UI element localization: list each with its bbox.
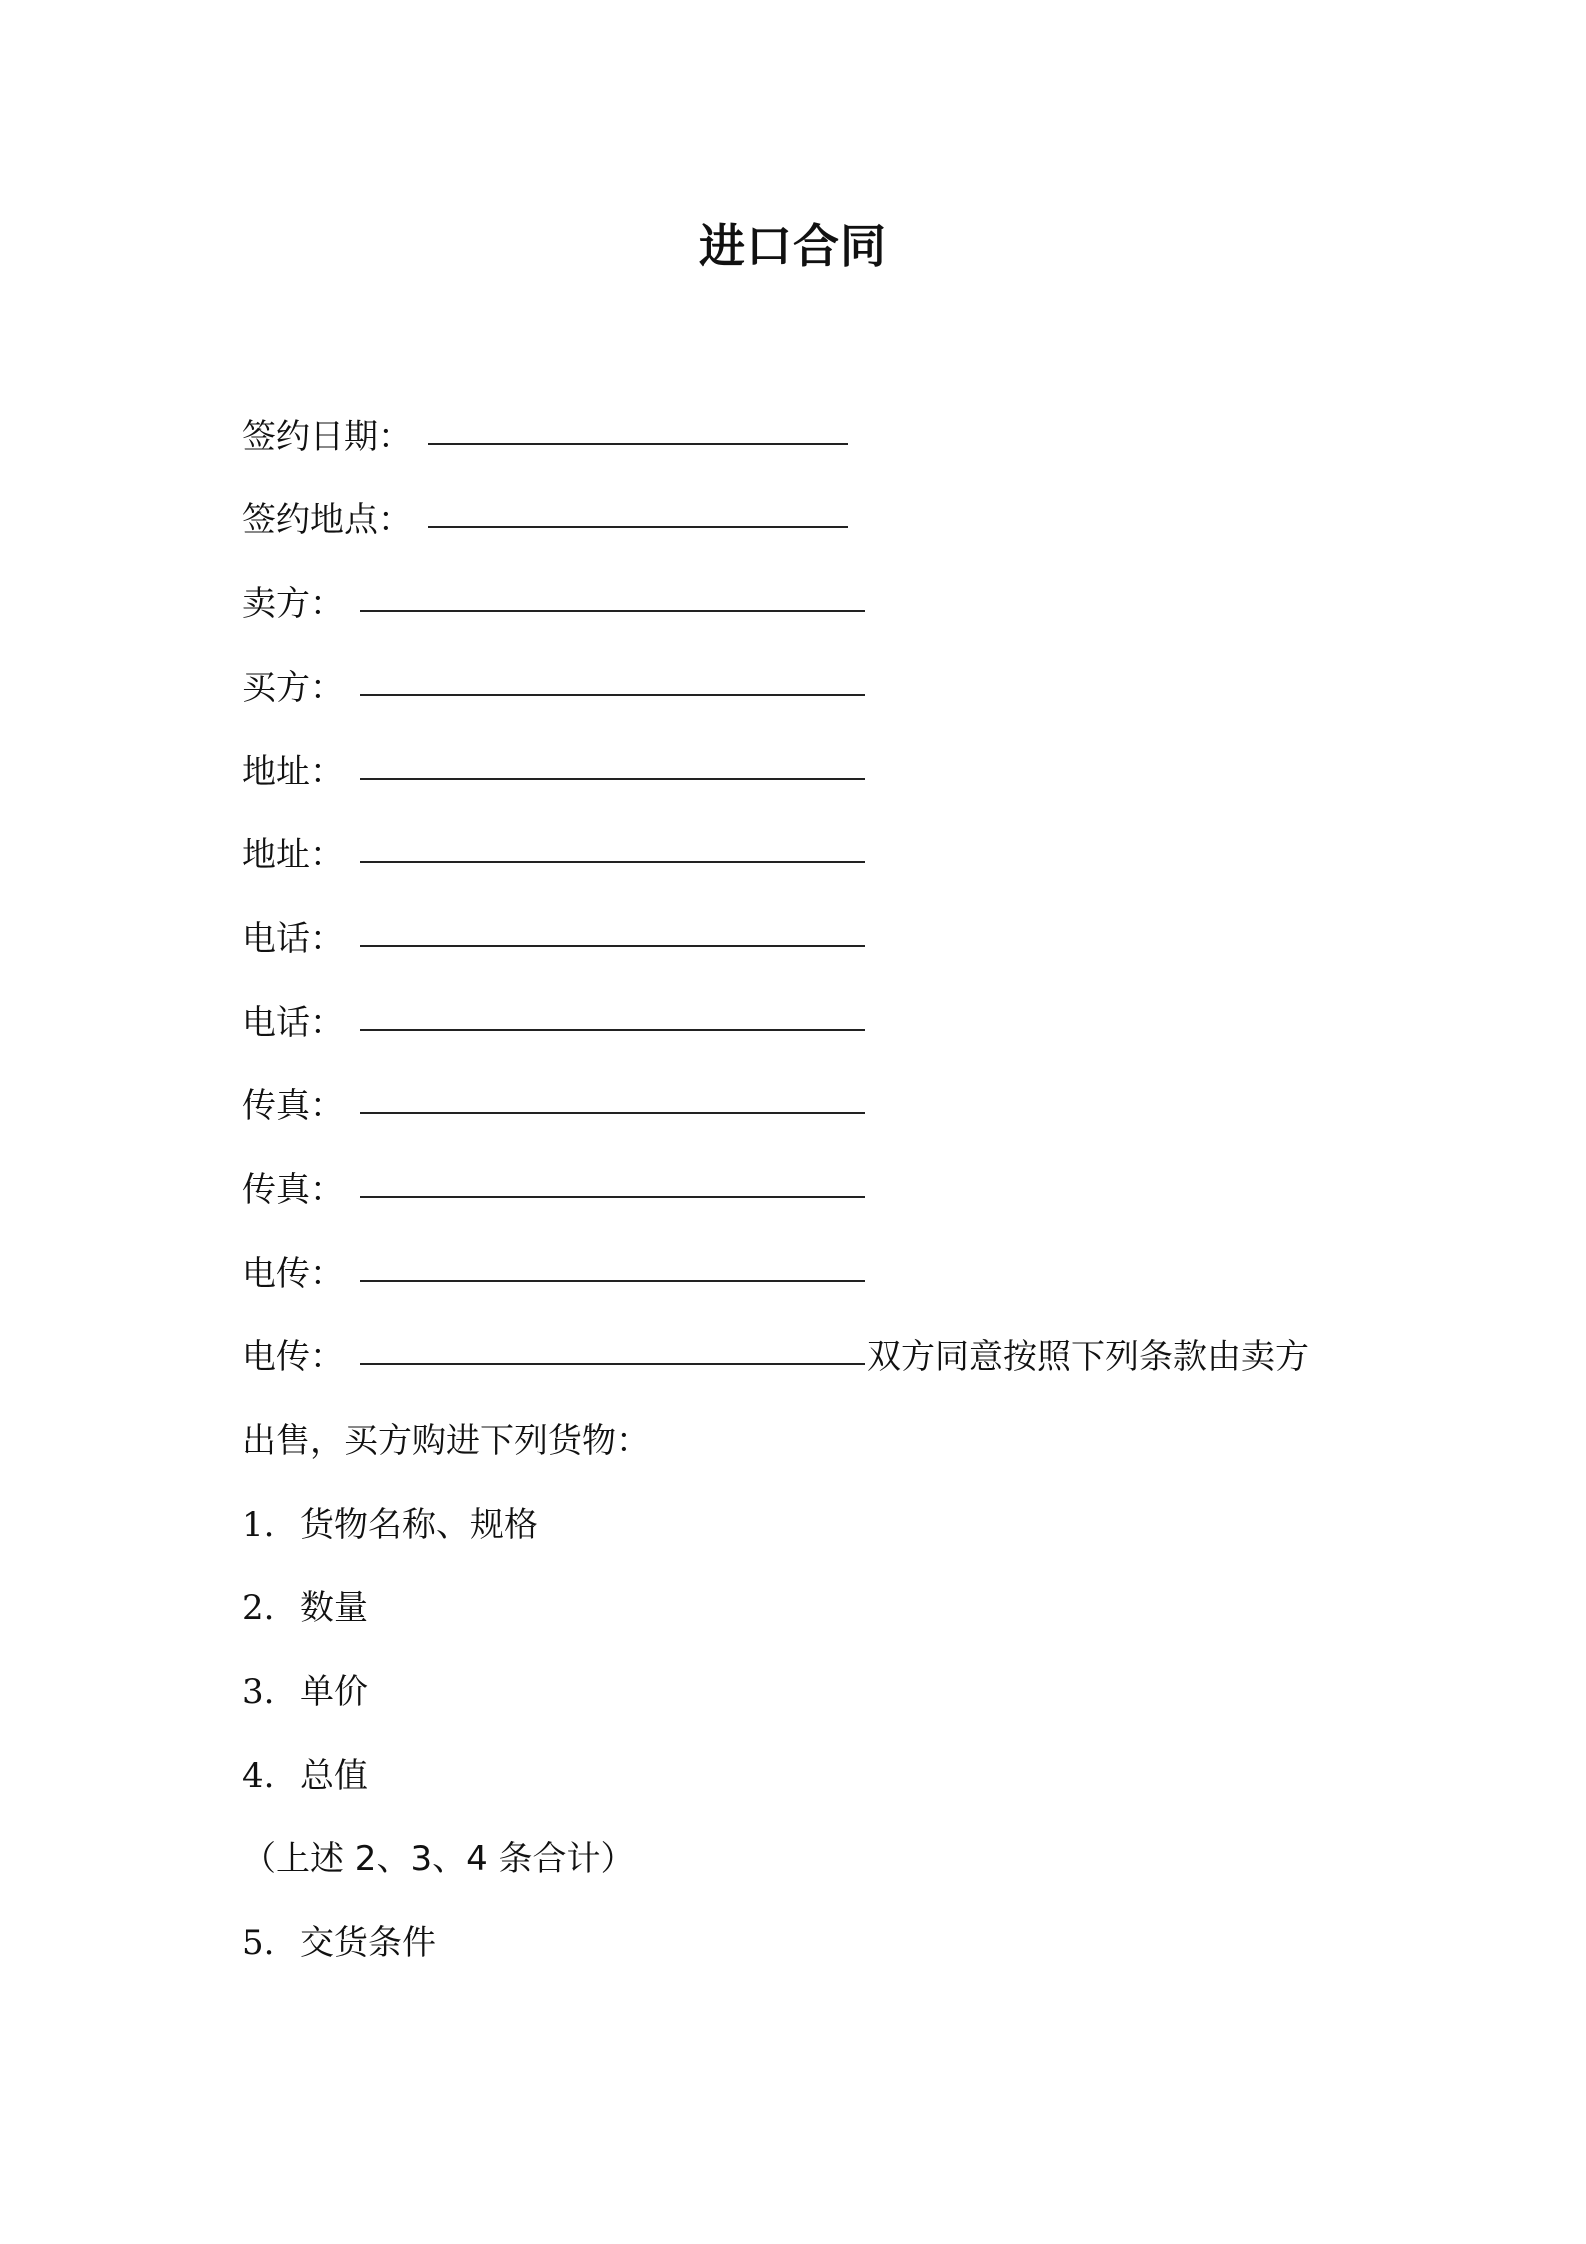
fill-blank	[360, 1363, 865, 1365]
clause-text: 货物名称、规格	[300, 1505, 538, 1545]
field-seller-telex	[242, 1246, 865, 1302]
intro-text: 双方同意按照下列条款由卖方	[867, 1337, 1309, 1377]
field-seller	[242, 576, 865, 632]
field-label: 电传：	[242, 1337, 344, 1377]
field-buyer-address	[242, 827, 865, 883]
fill-blank	[360, 694, 865, 696]
field-label: 传真：	[242, 1170, 344, 1210]
fill-blank	[360, 1196, 865, 1198]
field-buyer-fax	[242, 1162, 865, 1218]
clause-item	[242, 1580, 368, 1636]
clause-item	[242, 1748, 368, 1804]
field-buyer-phone	[242, 995, 865, 1051]
field-label: 电话：	[242, 1003, 344, 1043]
field-label: 签约地点：	[242, 500, 412, 540]
clause-number: 1.	[242, 1505, 275, 1545]
field-buyer-telex	[242, 1329, 1309, 1385]
field-buyer	[242, 660, 865, 716]
fill-blank	[360, 778, 865, 780]
clause-item	[242, 1664, 368, 1720]
field-seller-phone	[242, 911, 865, 967]
clause-item	[242, 1497, 538, 1553]
field-label: 卖方：	[242, 584, 344, 624]
fill-blank	[360, 1280, 865, 1282]
note-text: （上述 2、3、4 条合计）	[242, 1839, 635, 1879]
field-label: 电话：	[242, 919, 344, 959]
clause-text: 交货条件	[300, 1923, 436, 1963]
field-label: 地址：	[242, 835, 344, 875]
clause-note	[242, 1831, 635, 1887]
field-seller-address	[242, 744, 865, 800]
field-label: 地址：	[242, 752, 344, 792]
fill-blank	[428, 443, 848, 445]
field-label: 买方：	[242, 668, 344, 708]
clause-number: 4.	[242, 1756, 275, 1796]
field-signing-date	[242, 409, 848, 465]
clause-text: 单价	[300, 1672, 368, 1712]
clause-number: 2.	[242, 1588, 275, 1628]
fill-blank	[360, 610, 865, 612]
intro-text-continued: 出售，买方购进下列货物：	[242, 1421, 650, 1461]
clause-number: 5.	[242, 1923, 275, 1963]
fill-blank	[428, 526, 848, 528]
fill-blank	[360, 945, 865, 947]
field-label: 签约日期：	[242, 417, 412, 457]
fill-blank	[360, 861, 865, 863]
field-label: 传真：	[242, 1086, 344, 1126]
clause-number: 3.	[242, 1672, 275, 1712]
field-label: 电传：	[242, 1254, 344, 1294]
fill-blank	[360, 1112, 865, 1114]
fill-blank	[360, 1029, 865, 1031]
clause-text: 总值	[300, 1756, 368, 1796]
document-title: 进口合同	[699, 219, 887, 273]
clause-item	[242, 1915, 436, 1971]
intro-line	[242, 1413, 650, 1469]
field-seller-fax	[242, 1078, 865, 1134]
field-signing-place	[242, 492, 848, 548]
clause-text: 数量	[300, 1588, 368, 1628]
